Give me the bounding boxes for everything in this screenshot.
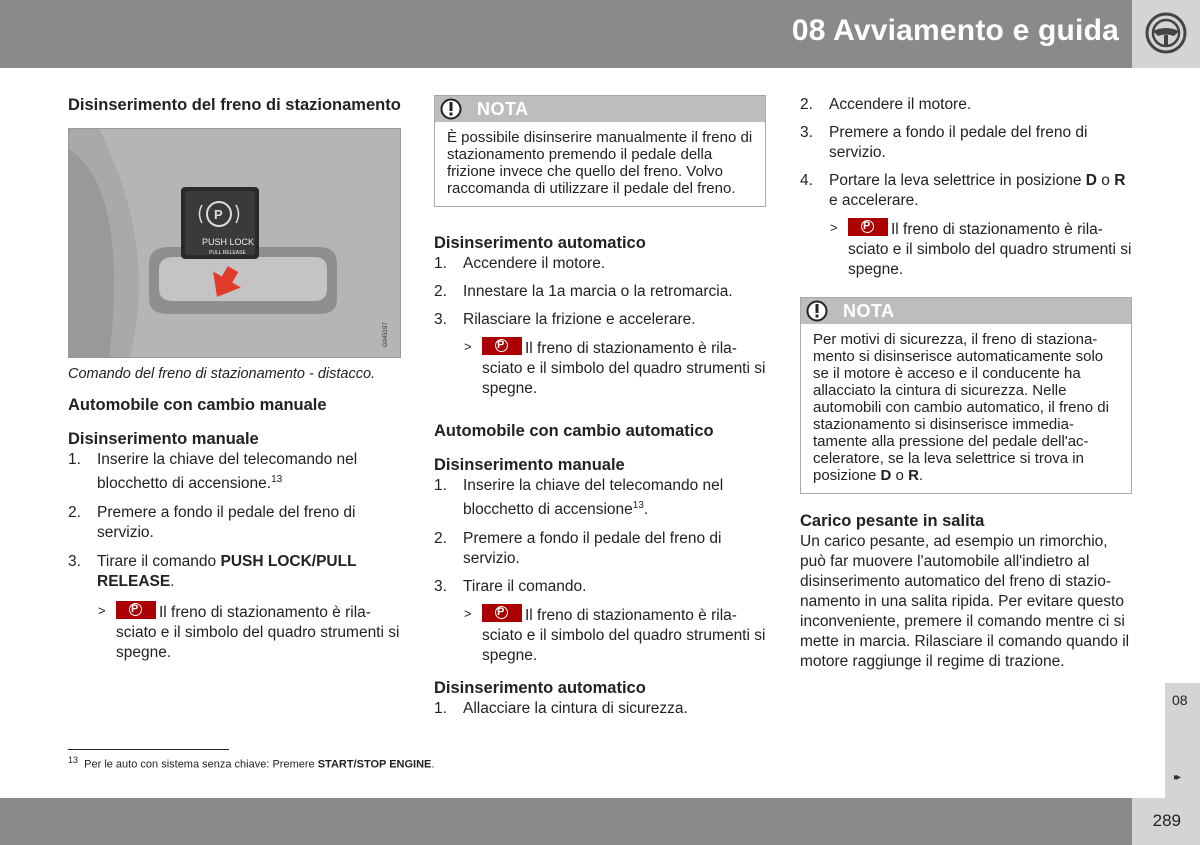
info-icon bbox=[439, 98, 463, 120]
result-note: > P Il freno di stazionamento è rilasciato e il simbolo del quadro strumenti si spegne. bbox=[68, 601, 403, 663]
continue-arrows-icon: ▸▸ bbox=[1174, 772, 1179, 783]
parking-brake-figure bbox=[68, 128, 401, 358]
figure-caption: Comando del freno di stazionamento - distacco. bbox=[68, 366, 376, 382]
chapter-header bbox=[0, 0, 1132, 68]
nota-text: È possibile disinserire manualmente il freno di stazionamento premendo il pedale della frizione invece che quello del freno. Volvo raccomanda di utilizzare il pedale del freno. bbox=[447, 129, 753, 197]
page-number: 289 bbox=[1152, 811, 1181, 830]
list-item: 2. Accendere il motore. bbox=[800, 96, 972, 113]
list-item: 2. Innestare la 1a marcia o la retromarcia. bbox=[434, 283, 733, 300]
nota-box bbox=[800, 297, 1132, 494]
push-lock-label: PUSH LOCK bbox=[202, 237, 255, 247]
list-item: 1. Accendere il motore. bbox=[434, 255, 606, 272]
subheading-auto-release: Disinserimento automatico bbox=[434, 679, 646, 698]
svg-text:P: P bbox=[214, 207, 223, 222]
list-item: 3. Rilasciare la frizione e accelerare. bbox=[434, 311, 696, 328]
column-2 bbox=[434, 95, 766, 719]
steering-wheel-icon bbox=[1144, 11, 1188, 55]
paragraph: Un carico pesante, ad esempio un rimorchio, può far muovere l'automobile all'indietro al disinserimento automatico del freno di stazionamento in una salita ripida. Per evitare questo inconveniente, premere il comando mentre ci si mette in marcia. Rilasciare il comando quando il motore raggiunge il regime di trazione. bbox=[800, 533, 1130, 670]
section-manual-transmission: Automobile con cambio manuale bbox=[68, 396, 327, 414]
chapter-tab-number: 08 bbox=[1172, 692, 1188, 708]
result-note: > P Il freno di stazionamento è rilasciato e il simbolo del quadro strumenti si spegne. bbox=[434, 337, 766, 399]
nota-text: Per motivi di sicurezza, il freno di stazionamento si disinserisce automaticamente solo se il motore è acceso e il conducente ha allacciato la cintura di sicurezza. Nelle automobili con cambio automatico, il freno di stazionamento si disinserisce immediatamente alla pressione del pedale dell'acceleratore, se la leva selettrice si trova in posizione D o R. bbox=[813, 331, 1109, 484]
parking-brake-warning-icon bbox=[116, 601, 156, 619]
list-item: 4. Portare la leva selettrice in posizione D o R e accelerare. bbox=[800, 172, 1126, 209]
subheading-auto-release: Disinserimento automatico bbox=[434, 234, 646, 252]
list-item: 2. Premere a fondo il pedale del freno di servizio. bbox=[68, 504, 356, 542]
subheading-manual-release: Disinserimento manuale bbox=[434, 456, 625, 474]
list-item: 2. Premere a fondo il pedale del freno di servizio. bbox=[434, 530, 722, 568]
list-item: 3. Tirare il comando PUSH LOCK/PULL RELEASE. bbox=[68, 553, 357, 591]
parking-brake-illustration bbox=[69, 129, 401, 358]
list-item: 1. Inserire la chiave del telecomando nel blocchetto di accensione.$^{13}$ bbox=[68, 451, 358, 493]
nota-box bbox=[434, 95, 766, 207]
column-3 bbox=[800, 95, 1132, 672]
footnote-divider bbox=[68, 749, 229, 750]
list-item: 1. Allacciare la cintura di sicurezza. bbox=[434, 700, 688, 718]
info-icon bbox=[805, 300, 829, 322]
chapter-icon-box bbox=[1132, 0, 1200, 68]
section-heading: Disinserimento del freno di stazionamento bbox=[68, 96, 401, 114]
parking-brake-warning-icon bbox=[482, 604, 522, 622]
page-footer bbox=[0, 798, 1165, 845]
section-heavy-load-uphill: Carico pesante in salita bbox=[800, 512, 985, 530]
list-item: 3. Premere a fondo il pedale del freno di servizio. bbox=[800, 124, 1088, 161]
chapter-side-tab bbox=[1165, 683, 1200, 798]
result-note: > P Il freno di stazionamento è rilasciato e il simbolo del quadro strumenti si spegne. bbox=[800, 218, 1132, 280]
list-item: 1. Inserire la chiave del telecomando nel blocchetto di accensione$^{13}$. bbox=[434, 477, 724, 519]
result-note: > P Il freno di stazionamento è rilasciato e il simbolo del quadro strumenti si spegne. bbox=[434, 604, 766, 666]
nota-label: NOTA bbox=[477, 99, 529, 119]
page-number-box bbox=[1132, 798, 1200, 845]
column-1 bbox=[68, 95, 403, 663]
figure-code: G045197 bbox=[383, 322, 389, 347]
nota-label: NOTA bbox=[843, 301, 895, 321]
parking-brake-warning-icon bbox=[482, 337, 522, 355]
section-automatic-transmission: Automobile con cambio automatico bbox=[434, 422, 714, 440]
pull-release-label: PULL RELEASE bbox=[209, 250, 246, 256]
parking-brake-warning-icon bbox=[848, 218, 888, 236]
chapter-title: 08 Avviamento e guida bbox=[791, 14, 1119, 47]
list-item: 3. Tirare il comando. bbox=[434, 578, 587, 596]
footnote: $^{13}$ Per le auto con sistema senza chiave: Premere START/STOP ENGINE. bbox=[68, 755, 435, 771]
subheading-manual-release: Disinserimento manuale bbox=[68, 430, 259, 448]
